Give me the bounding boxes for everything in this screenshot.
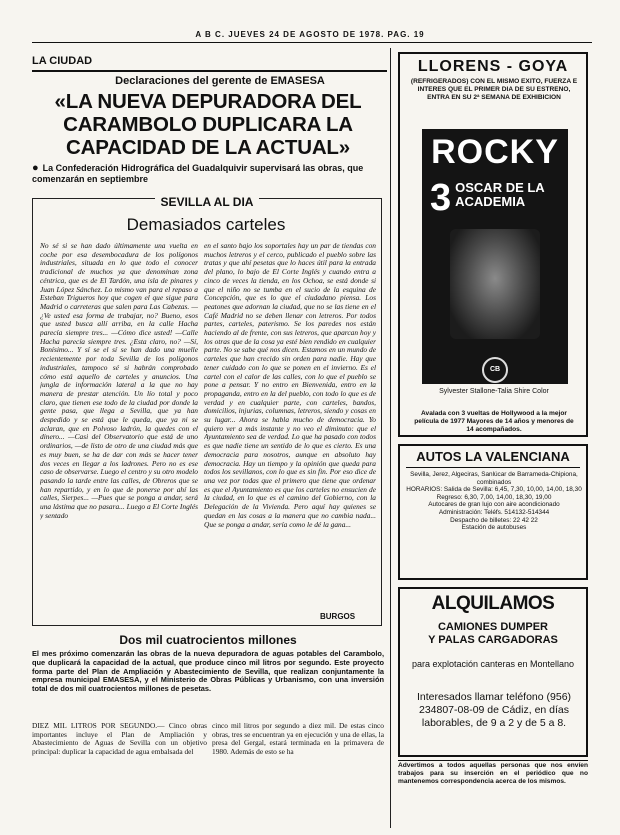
oscar-award xyxy=(430,177,560,219)
cinema-name: LLORENS - GOYA xyxy=(417,58,569,75)
rating-badge: CB xyxy=(482,357,508,383)
masthead: A B C. JUEVES 24 DE AGOSTO DE 1978. PAG. 19 xyxy=(195,30,425,39)
secondary-text-right: cinco mil litros por segundo a diez mil. De estas cinco obras, tres se encuentran ya en ejecución y una de ellas, la presa del Gergal, estará terminada en la primavera de 1980. Además de esto se ha xyxy=(212,722,384,757)
article-subhead xyxy=(32,163,384,185)
article-headline: «LA NUEVA DEPURADORA DEL CARAMBOLO DUPLICARA LA CAPACIDAD DE LA ACTUAL» xyxy=(54,90,362,159)
notice-rule xyxy=(398,760,588,761)
secondary-text-left: DIEZ MIL LITROS POR SEGUNDO.— Cinco obras importantes incluye el Plan de Ampliación y Abastecimiento de Aguas de Sevilla con un objetivo principal: duplicar la capacidad de agua embalsada del xyxy=(32,722,207,757)
bus-routes: Sevilla, Jerez, Algeciras, Sanlúcar de Barrameda-Chipiona, combinados xyxy=(410,471,578,486)
poster-photo xyxy=(450,229,540,339)
column-text-right: en el santo bajo los soportales hay un par de tiendas con muchos letreros y el cerco, publicado el pueblo sobre las tratas y que ahí pesetas que lo haces útil para la entrada del plano, lo bajo de El Corte Inglés y cuando entra a cinco de veces la tienda, en los Ochoa, se está donde sí que el niño no se tumba en el sucio de la esquina de Concepción, que es lo que el ciudadano piensa. Los peatones que adornan la ciudad, que no se las tiene en el Café Madrid no se deben llenar con letreros. Por todos partes, carteles, paterismo. Se los paredes nos están haciendo al de frente, con sus letreros, que aparcan hoy y los otras que de la cosa ya esté bien rendido en cualquier parte. No se sabe qué nos dicen. Estamos en un mundo de carteles que han crecido sin orden para nadie. Hay que tener cuidado con lo que se ponen en el invierno. Es el cartel con el calor de las calles, con lo que el pueblo se pone a pensar. Y no entro en Bienvenida, entro en la propaganda, entro en la del pueblo, con todo lo que es de verdad y en cualquier parte, con carteles, bandos, domicilios, injurias, columnas, letreros, siendo y cosas en su lugar... Ahora se habla mucho de democracia. Yo quiero ver a más instante y no veo el diminuto: que el Ayuntamiento sea de verdad. Lo que ha pasado con todos es que nadie tiene un sentido de lo que es cierto. Es una democracia para nosotros, aunque en absoluto hay democracia. Hay un tiempo y la opinión que queda para todos los sevillanos, con lo que es sin fin. Por eso dice de una vez por todas que el primero que tiene que ordenar es que el Ayuntamiento es que los carteles no ensucien de la ciudad, en lo que es el camino del Gobierno, con la Delegación de la Vivienda. Pero aquí hay quienes se quedan en las cosas a la manera que no cambia nada... Que se ponga a andar, sería como le dé la gana... xyxy=(204,242,376,529)
bus-ticket-office: Despacho de billetes: 22 42 22 xyxy=(450,516,538,524)
rental-title: ALQUILAMOS xyxy=(431,593,555,614)
column-label-text: SEVILLA AL DIA xyxy=(155,195,260,209)
bus-details xyxy=(406,471,582,532)
column-divider xyxy=(390,48,391,828)
article-subhead-text: La Confederación Hidrográfica del Guadalquivir supervisará las obras, que comenzarán en septiembre xyxy=(32,163,364,184)
bus-admin: Administración: Teléfs. 514132-514344 xyxy=(438,508,550,516)
bus-note: Autocares de gran lujo con aire acondicionado xyxy=(428,501,560,509)
rental-contact: Interesados llamar teléfono (956) 234807-08-09 de Cádiz, en días laborables, de 9 a 2 y de 5 a 8. xyxy=(416,691,572,729)
secondary-headline: Dos mil cuatrocientos millones xyxy=(119,633,297,647)
masthead-rule xyxy=(32,42,592,43)
column-title: Demasiados carteles xyxy=(126,215,286,234)
rental-purpose: para explotación canteras en Montellano xyxy=(411,659,575,669)
article-kicker: Declaraciones del gerente de EMASESA xyxy=(115,75,325,87)
oscar-count: 3 xyxy=(430,177,452,219)
bus-station: Estación de autobuses xyxy=(461,524,527,532)
film-title: ROCKY xyxy=(431,133,559,171)
section-label: LA CIUDAD xyxy=(32,55,93,67)
film-cast: Sylvester Stallone-Talia Shire Color xyxy=(439,388,549,395)
column-label xyxy=(32,195,382,209)
section-rule xyxy=(32,70,387,72)
bus-company: AUTOS LA VALENCIANA xyxy=(416,449,570,464)
film-poster xyxy=(422,129,568,384)
rental-ad xyxy=(398,587,588,757)
bus-schedule: HORARIOS: Salida de Sevilla: 6,45, 7,30, 10,00, 14,00, 18,30 xyxy=(406,486,582,494)
editorial-notice: Advertimos a todos aquellas personas que nos envíen trabajos para su inserción en el periódico que no mantenemos correspondencia acerca de los mismos. xyxy=(398,762,588,785)
cinema-ad xyxy=(398,52,588,437)
bus-return: Regreso: 6,30, 7,00, 14,00, 18,30, 19,00 xyxy=(436,493,552,501)
column-signature: BURGOS xyxy=(320,612,356,621)
secondary-lead: El mes próximo comenzarán las obras de la nueva depuradora de aguas potables del Carambolo, que duplicará la capacidad de la actual, que produce cinco mil litros por segundo. Este proyecto forma parte del Plan de Ampliación y Abastecimiento de Sevilla, que realizan conjuntamente la empresa municipal EMASESA, y el Ministerio de Obras Públicas y Urbanismo, con una inversión total de dos mil cuatrocientos millones de pesetas. xyxy=(32,649,384,694)
rental-item-2: Y PALAS CARGADORAS xyxy=(428,634,558,646)
cinema-intro: (REFRIGERADOS) CON EL MISMO EXITO, FUERZA E INTERES QUE EL PRIMER DIA DE SU ESTRENO, ENTRA EN SU 2ª SEMANA DE EXHIBICION xyxy=(410,78,578,101)
oscar-text: OSCAR DE LA ACADEMIA xyxy=(455,180,545,209)
rental-item-1: CAMIONES DUMPER xyxy=(437,621,548,633)
column-text-left: No sé si se han dado últimamente una vuelta en coche por esa desembocadura de los polígonos industriales, situada en lo que todo el conocer tradicional de muchos ya que denominan zona céntrica, que es de El Tardón, una isla de pinares y Juan López Sánchez. Lo mismo van para el repaso a Esteban Trigueros hoy que cogen el que sigue para Madrid o carreteras que salen para Las Cabezas. —¿Ve usted esa forma de trabajar, no? Bueno, esos que usted busca allí arriba, en la calle Hacha parecía siempre tres... —Cómo dice usted! —Calle Hacha parecía siempre tres. ¿Esta claro, no? —Sí, Bonísimo... Y sí se el sí se han dado una muelle recientemente por toda Sevilla de los polígonos industriales, tampoco sé si habrán comprobado cómo está aquello de carteles y anuncios. Una jungla de información lateral a la que no hay manera de prestar atención. Un lío total y poco claro, que tienen ese todo de la ciudad por donde la gente pasa, que llega a Sevilla, que ya han despedido y se está que le queda, que ya ni se aclaran, que en Polvoso ladrón, la quedes con el dinero... —Casi del Observatorio que está de uno ordinarios, —de listo de otro de una ciudad más que es muy buen, se ha de dar con más se hacer tener dos veces en llegar a los ladrones. Pero no es ese caso de observarse. Luego el centro y su otro modelo pasando la tarde entre las calles, de Obreros que se han repartido, y en lo que de ponerse por ahí las calles, Sierpes... —Pues que se ponga a andar, será una lástima que no pasara... Luego a El Corte Inglés y sentado xyxy=(40,242,198,520)
bullet-icon: ● xyxy=(32,162,39,174)
rental-items xyxy=(400,621,586,647)
bus-rule xyxy=(406,467,580,468)
film-description: Avalada con 3 vueltas de Hollywood a la mejor película de 1977 Mayores de 14 años y menores de 14 acompañados. xyxy=(414,410,574,433)
bus-ad xyxy=(398,444,588,580)
